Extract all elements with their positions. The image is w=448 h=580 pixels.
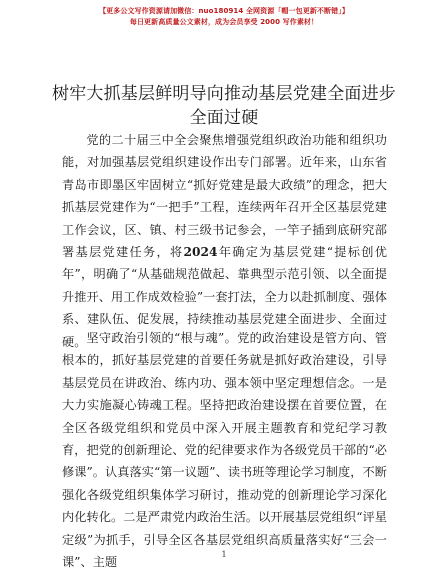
document-title-line-2: 全面过硬 <box>189 108 259 128</box>
document-title <box>40 82 408 130</box>
page-number: 1 <box>221 550 227 559</box>
promo-banner <box>0 6 448 28</box>
promo-banner-line-2: 每日更新高质量公文素材，成为会员享受 2000 写作素材！ <box>129 18 319 26</box>
paragraph-political-guidance <box>62 327 387 573</box>
year-number: 2024 <box>183 245 218 260</box>
paragraph-intro-part-1: 党的二十届三中全会聚焦增强党组织政治功能和组织功能，对加强基层党组织建设作出专门部署。近年来，山东省青岛市即墨区牢固树立“抓好党建是最大政绩”的理念，把大抓基层党建作为“一把手”工程，连续两年召开全区基层党建工作会议，区、镇、村三级书记参会，一竿子插到底研究部署基层党建任务，将 <box>62 133 387 260</box>
paragraph-intro-text <box>62 129 387 353</box>
paragraph-intro-part-2: 年确定为基层党建“提标创优年”，明确了“从基础规范做起、靠典型示范引领、以全面提升推开、用工作成效检验”一套打法，全力以赴抓制度、强体系、建队伍、促发展，持续推动基层党建全面进步、全面过硬。 <box>62 245 387 349</box>
promo-banner-line-1: 【更多公文写作资源请加微信：nuo180914 全网资源「帽一包更新不断错」】 <box>99 7 349 15</box>
paragraph-political-guidance-text: 坚守政治引领的“根与魂”。党的政治建设是管方向、管根本的，抓好基层党建的首要任务就是抓好政治建设，引导基层党员在讲政治、练内功、强本领中坚定理想信念。一是大力实施凝心铸魂工程。坚持把政治建设摆在首要位置，在全区各级党组织和党员中深入开展主题教育和党纪学习教育，把党的创新理论、党的纪律要求作为各级党员干部的“必修课”。认真落实“第一议题”、读书班等理论学习制度，不断强化各级党组织集体学习研讨，推动党的创新理论学习深化内化转化。二是严肃党内政治生活。以开展基层党组织“评星定级”为抓手，引导全区各基层党组织高质量落实好“三会一课”、主题 <box>62 331 387 570</box>
paragraph-intro <box>62 129 387 353</box>
document-title-line-1: 树牢大抓基层鲜明导向推动基层党建全面进步 <box>52 84 396 104</box>
